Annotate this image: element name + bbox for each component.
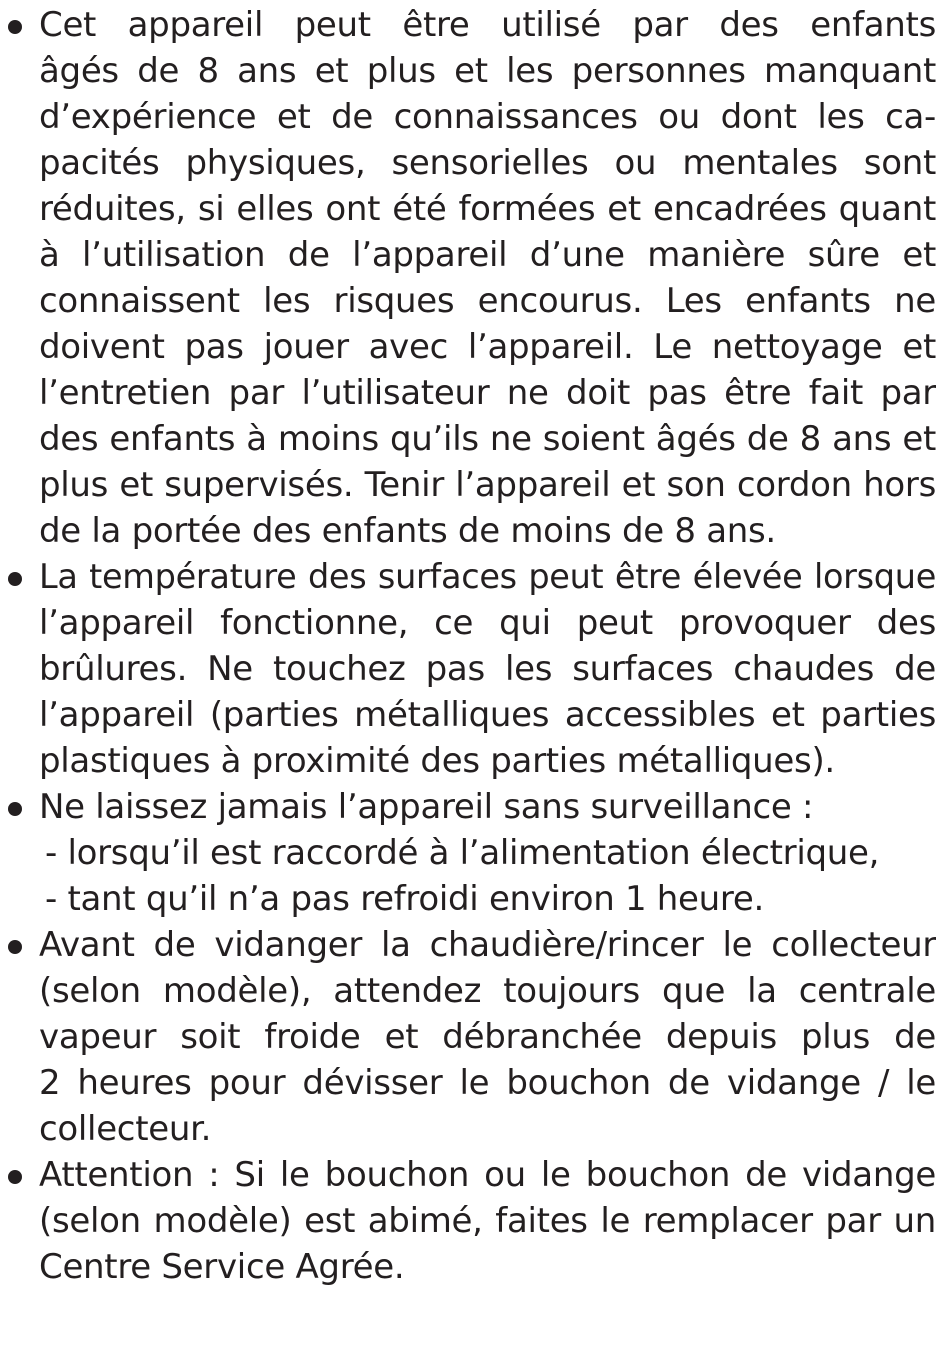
text-line: Attention : Si le bouchon ou le bouchon de vidange: [39, 1155, 936, 1195]
text-line: Cet appareil peut être utilisé par des enfants: [39, 5, 936, 45]
sub-item-line: - tant qu’il n’a pas refroidi environ 1 heure.: [45, 879, 764, 919]
safety-instructions-list: [0, 2, 950, 1290]
text-line: (selon modèle), attendez toujours que la centrale: [39, 971, 936, 1011]
text-line: d’expérience et de connaissances ou dont les ca-: [39, 97, 936, 137]
text-line: plastiques à proximité des parties métalliques).: [39, 741, 835, 781]
bullet-dot-icon: [8, 802, 22, 816]
bullet-item-hot-surfaces: [0, 554, 950, 784]
sub-item-line: - lorsqu’il est raccordé à l’alimentation électrique,: [45, 833, 880, 873]
text-line: âgés de 8 ans et plus et les personnes manquant: [39, 51, 936, 91]
text-line: l’appareil (parties métalliques accessibles et parties: [39, 695, 936, 735]
text-line: 2 heures pour dévisser le bouchon de vidange / le: [39, 1063, 936, 1103]
text-line: pacités physiques, sensorielles ou mentales sont: [39, 143, 936, 183]
text-line: Centre Service Agrée.: [39, 1247, 405, 1287]
bullet-item-draining: [0, 922, 950, 1152]
bullet-dot-icon: [8, 572, 22, 586]
bullet-item-supervision: [0, 784, 950, 922]
text-line: collecteur.: [39, 1109, 212, 1149]
text-line: La température des surfaces peut être élevée lorsque: [39, 557, 936, 596]
text-line: connaissent les risques encourus. Les enfants ne: [39, 281, 936, 321]
text-line: l’entretien par l’utilisateur ne doit pas être fait par: [39, 373, 936, 413]
text-line: (selon modèle) est abimé, faites le remplacer par un: [39, 1201, 936, 1241]
bullet-item-damaged-cap: [0, 1152, 950, 1290]
bullet-dot-icon: [8, 1170, 22, 1184]
text-line: vapeur soit froide et débranchée depuis plus de: [39, 1017, 936, 1057]
bullet-dot-icon: [8, 940, 22, 954]
text-line: doivent pas jouer avec l’appareil. Le nettoyage et: [39, 327, 936, 367]
text-line: l’appareil fonctionne, ce qui peut provoquer des: [39, 603, 936, 643]
bullet-item-children: [0, 2, 950, 554]
text-line: des enfants à moins qu’ils ne soient âgés de 8 ans et: [39, 419, 936, 459]
text-line: Ne laissez jamais l’appareil sans surveillance :: [39, 787, 814, 827]
text-line: plus et supervisés. Tenir l’appareil et son cordon hors: [39, 465, 936, 505]
text-line: de la portée des enfants de moins de 8 ans.: [39, 511, 776, 551]
text-line: réduites, si elles ont été formées et encadrées quant: [39, 189, 936, 229]
text-line: Avant de vidanger la chaudière/rincer le collecteur: [39, 925, 936, 965]
text-line: brûlures. Ne touchez pas les surfaces chaudes de: [39, 649, 936, 689]
text-line: à l’utilisation de l’appareil d’une manière sûre et: [39, 235, 936, 275]
bullet-dot-icon: [8, 20, 22, 34]
